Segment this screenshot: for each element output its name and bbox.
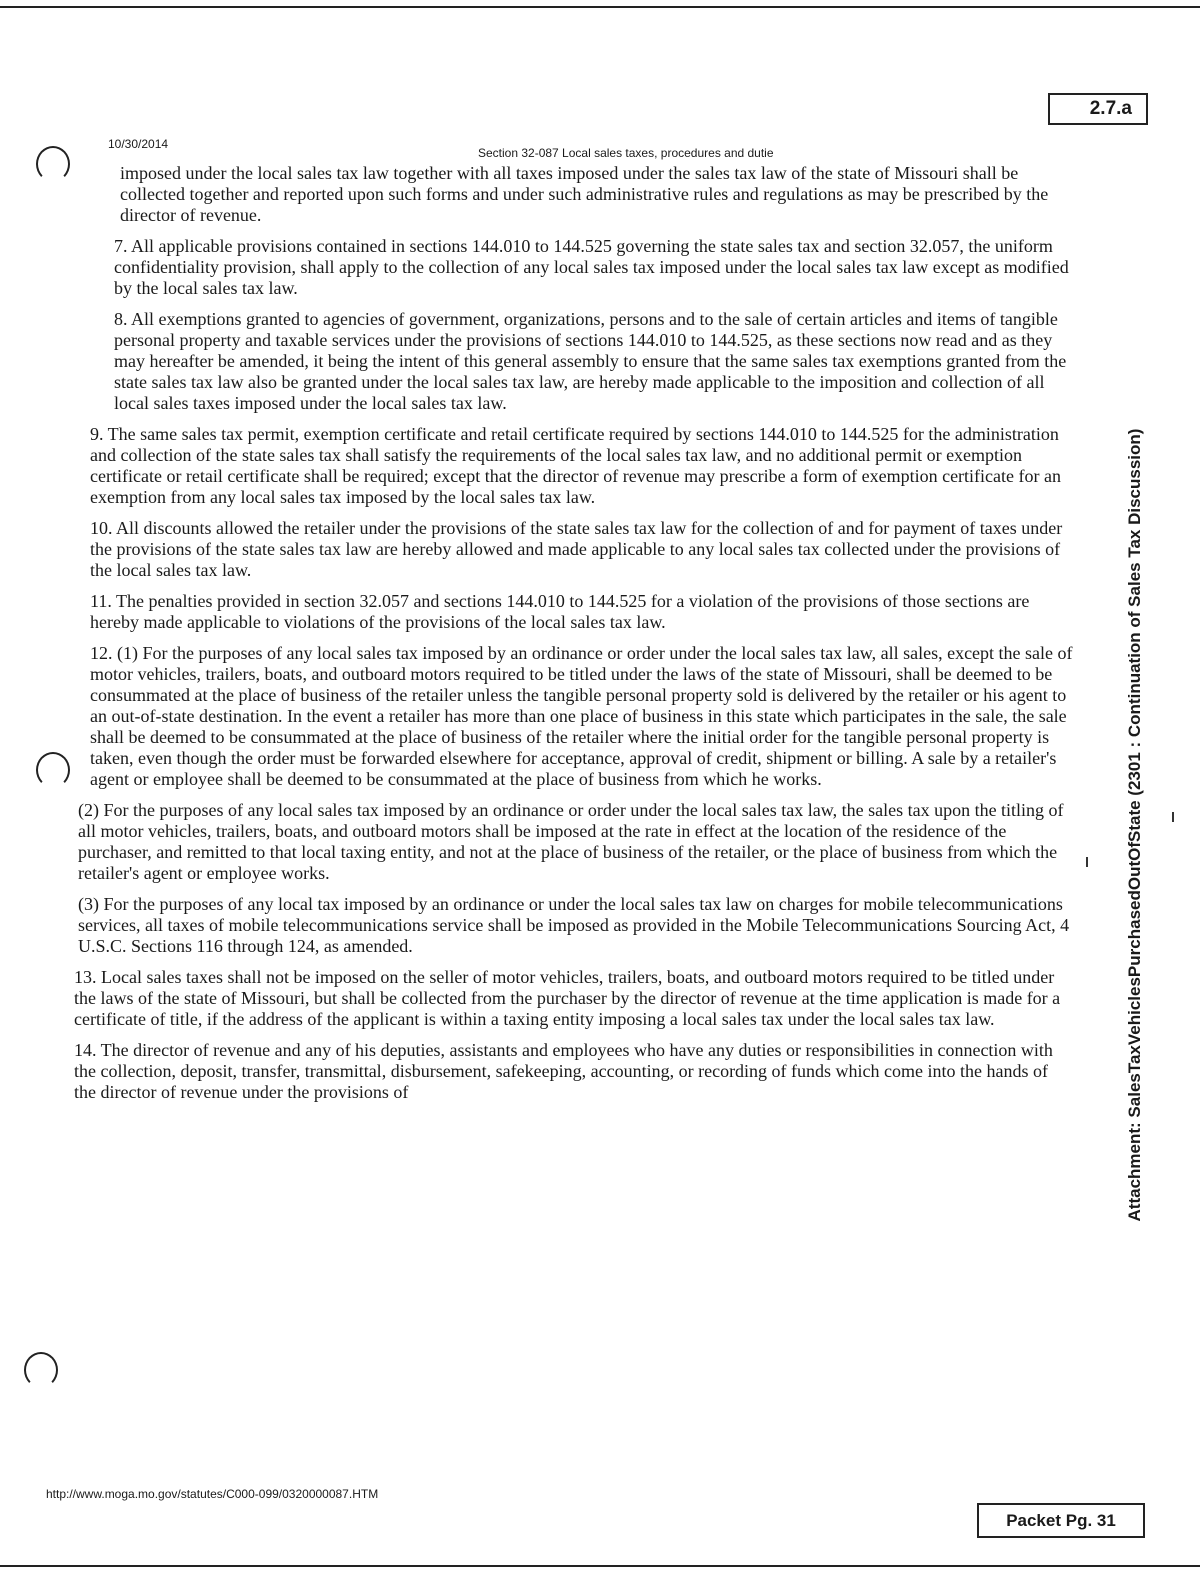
scan-mark: [1086, 857, 1088, 867]
paragraph-12-3: (3) For the purposes of any local tax imposed by an ordinance or under the local sales tax law on charges for mobile telecommunications services, all taxes of mobile telecommunications service shall be imposed as provided in the Mobile Telecommunications Sourcing Act, 4 U.S.C. Sections 116 through 124, as amended.: [78, 894, 1070, 956]
paragraph-11: 11. The penalties provided in section 32.057 and sections 144.010 to 144.525 for a violation of the provisions of those sections are hereby made applicable to violations of the provisions of the local sales tax law.: [90, 591, 1030, 632]
paragraph-continuation: imposed under the local sales tax law together with all taxes imposed under the sales tax law of the state of Missouri shall be collected together and reported upon such forms and under such administrative rules and regulations as may be prescribed by the director of revenue.: [120, 163, 1049, 225]
paragraph-13: 13. Local sales taxes shall not be imposed on the seller of motor vehicles, trailers, boats, and outboard motors required to be titled under the laws of the state of Missouri, but shall be collected from the purchaser by the director of revenue at the time application is made for a certificate of title, if the address of the applicant is within a taxing entity imposing a local sales tax under the local sales tax law.: [74, 967, 1061, 1029]
header-date: 10/30/2014: [108, 137, 169, 151]
paragraph-12-2: (2) For the purposes of any local sales tax imposed by an ordinance or order under the local sales tax law, the sales tax upon the titling of all motor vehicles, trailers, boats, and outboard motors shall be imposed at the rate in effect at the location of the residence of the purchaser, and remitted to that local taxing entity, and not at the place of business of the retailer, or the place of business from which the retailer's agent or employee works.: [78, 800, 1064, 883]
scan-mark: [1172, 812, 1174, 822]
footer-url: http://www.moga.mo.gov/statutes/C000-099/0320000087.HTM: [46, 1487, 379, 1501]
header-title: Section 32-087 Local sales taxes, procedures and dutie: [478, 146, 774, 160]
punch-hole-icon: [36, 146, 70, 182]
bottom-rule: [0, 1565, 1200, 1567]
packet-page-box: Packet Pg. 31: [977, 1503, 1145, 1538]
top-rule: [0, 6, 1200, 8]
attachment-side-label: Attachment: SalesTaxVehiclesPurchasedOutOfState (2301 : Continuation of Sales Tax Discussion): [1125, 428, 1144, 1222]
punch-hole-icon: [36, 752, 70, 788]
paragraph-9: 9. The same sales tax permit, exemption certificate and retail certificate required by sections 144.010 to 144.525 for the administration and collection of the state sales tax shall satisfy the requirements of the local sales tax law, and no additional permit or exemption certificate or retail certificate shall be required; except that the director of revenue may prescribe a form of exemption certificate for an exemption from any local sales tax imposed by the local sales tax law.: [90, 424, 1061, 507]
paragraph-10: 10. All discounts allowed the retailer under the provisions of the state sales tax law for the collection of and for payment of taxes under the provisions of the state sales tax law are hereby allowed and made applicable to any local sales tax collected under the provisions of the local sales tax law.: [90, 518, 1063, 580]
paragraph-7: 7. All applicable provisions contained in sections 144.010 to 144.525 governing the state sales tax and section 32.057, the uniform confidentiality provision, shall apply to the collection of any local sales tax imposed under the local sales tax law except as modified by the local sales tax law.: [114, 236, 1069, 298]
paragraph-8: 8. All exemptions granted to agencies of government, organizations, persons and to the sale of certain articles and items of tangible personal property and taxable services under the provisions of sections 144.010 to 144.525, as these sections now read and as they may hereafter be amended, it being the intent of this general assembly to ensure that the same sales tax exemptions granted from the state sales tax law also be granted under the local sales tax law, are hereby made applicable to the imposition and collection of all local sales taxes imposed under the local sales tax law.: [114, 309, 1067, 413]
paragraph-14: 14. The director of revenue and any of his deputies, assistants and employees who have any duties or responsibilities in connection with the collection, deposit, transfer, transmittal, disbursement, safekeeping, accounting, or recording of funds which come into the hands of the director of revenue under the provisions of: [74, 1040, 1053, 1102]
item-number-box: 2.7.a: [1048, 93, 1148, 125]
punch-hole-icon: [24, 1352, 58, 1388]
paragraph-12-1: 12. (1) For the purposes of any local sales tax imposed by an ordinance or order under the local sales tax law, all sales, except the sale of motor vehicles, trailers, boats, and outboard motors required to be titled under the laws of the state of Missouri, shall be deemed to be consummated at the place of business of the retailer unless the tangible personal property sold is delivered by the retailer or his agent to an out-of-state destination. In the event a retailer has more than one place of business in this state which participates in the sale, the sale shall be deemed to be consummated at the place of business of the retailer where the initial order for the tangible personal property is taken, even though the order must be forwarded elsewhere for acceptance, approval of credit, shipment or billing. A sale by a retailer's agent or employee shall be deemed to be consummated at the place of business from which he works.: [90, 643, 1073, 789]
statute-body: [74, 163, 1074, 1113]
